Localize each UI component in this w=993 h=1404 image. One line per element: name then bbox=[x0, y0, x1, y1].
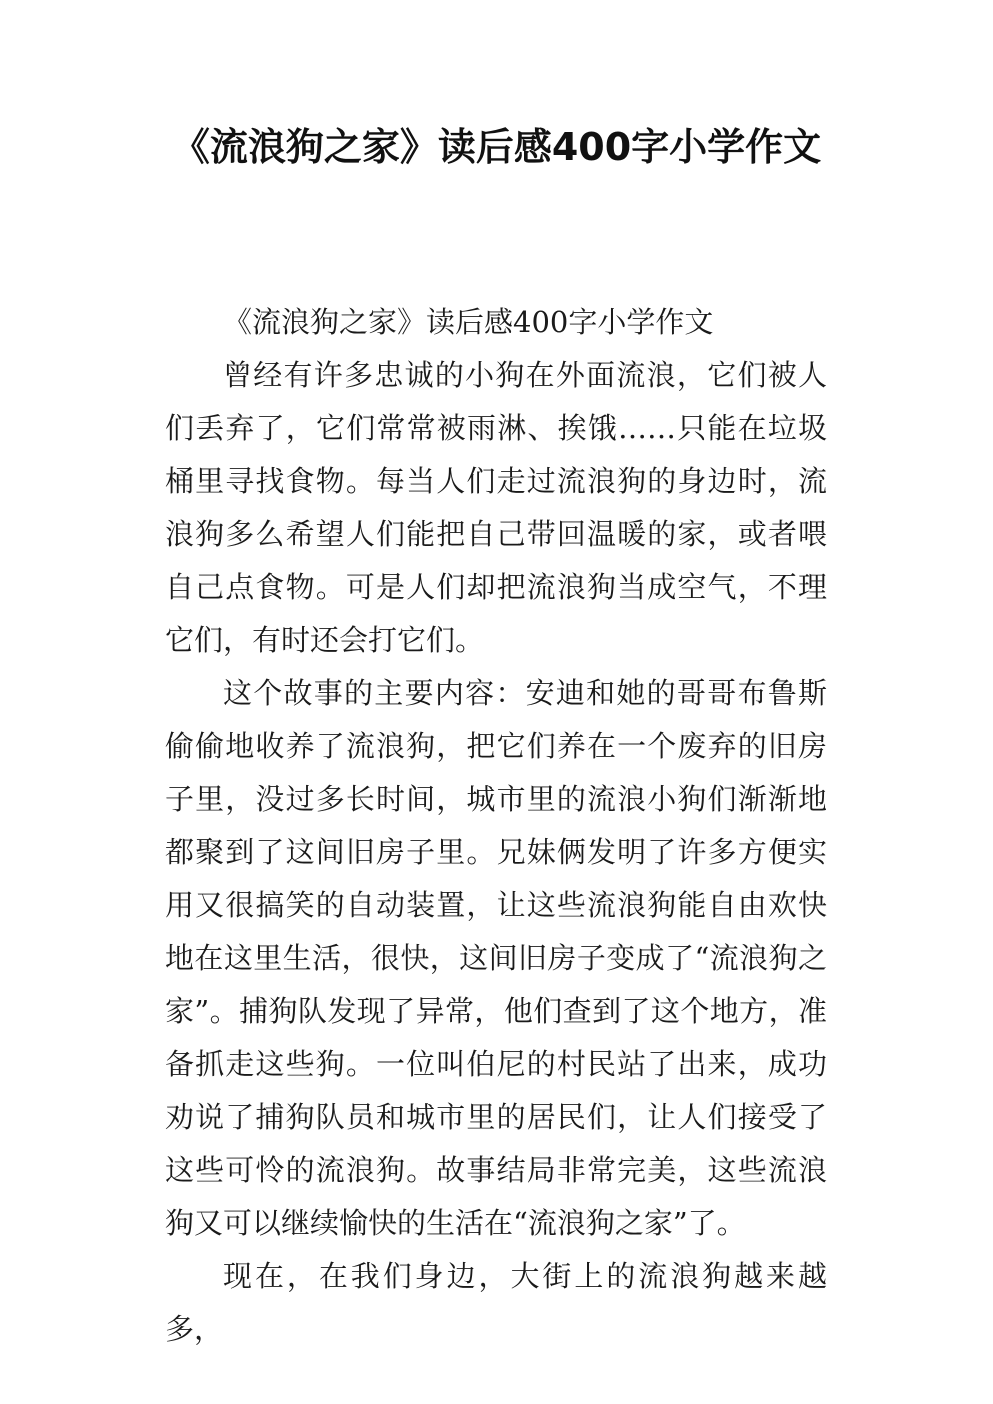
document-title: 《流浪狗之家》读后感400字小学作文 bbox=[171, 125, 822, 169]
paragraph-subtitle: 《流浪狗之家》读后感400字小学作文 bbox=[223, 305, 714, 339]
paragraph-1: 曾经有许多忠诚的小狗在外面流浪，它们被人们丢弃了，它们常常被雨淋、挨饿……只能在垃圾桶里寻找食物。每当人们走过流浪狗的身边时，流浪狗多么希望人们能把自己带回温暖的家，或者喂自己点食物。可是人们却把流浪狗当成空气，不理它们，有时还会打它们。 bbox=[165, 358, 827, 657]
document-body bbox=[165, 296, 827, 1356]
paragraph-2: 这个故事的主要内容：安迪和她的哥哥布鲁斯偷偷地收养了流浪狗，把它们养在一个废弃的旧房子里，没过多长时间，城市里的流浪小狗们渐渐地都聚到了这间旧房子里。兄妹俩发明了许多方便实用又很搞笑的自动装置，让这些流浪狗能自由欢快地在这里生活，很快，这间旧房子变成了“流浪狗之家”。捕狗队发现了异常，他们查到了这个地方，准备抓走这些狗。一位叫伯尼的村民站了出来，成功劝说了捕狗队员和城市里的居民们，让人们接受了这些可怜的流浪狗。故事结局非常完美，这些流浪狗又可以继续愉快的生活在“流浪狗之家”了。 bbox=[165, 676, 827, 1240]
paragraph-3: 现在，在我们身边，大街上的流浪狗越来越多， bbox=[165, 1259, 827, 1346]
